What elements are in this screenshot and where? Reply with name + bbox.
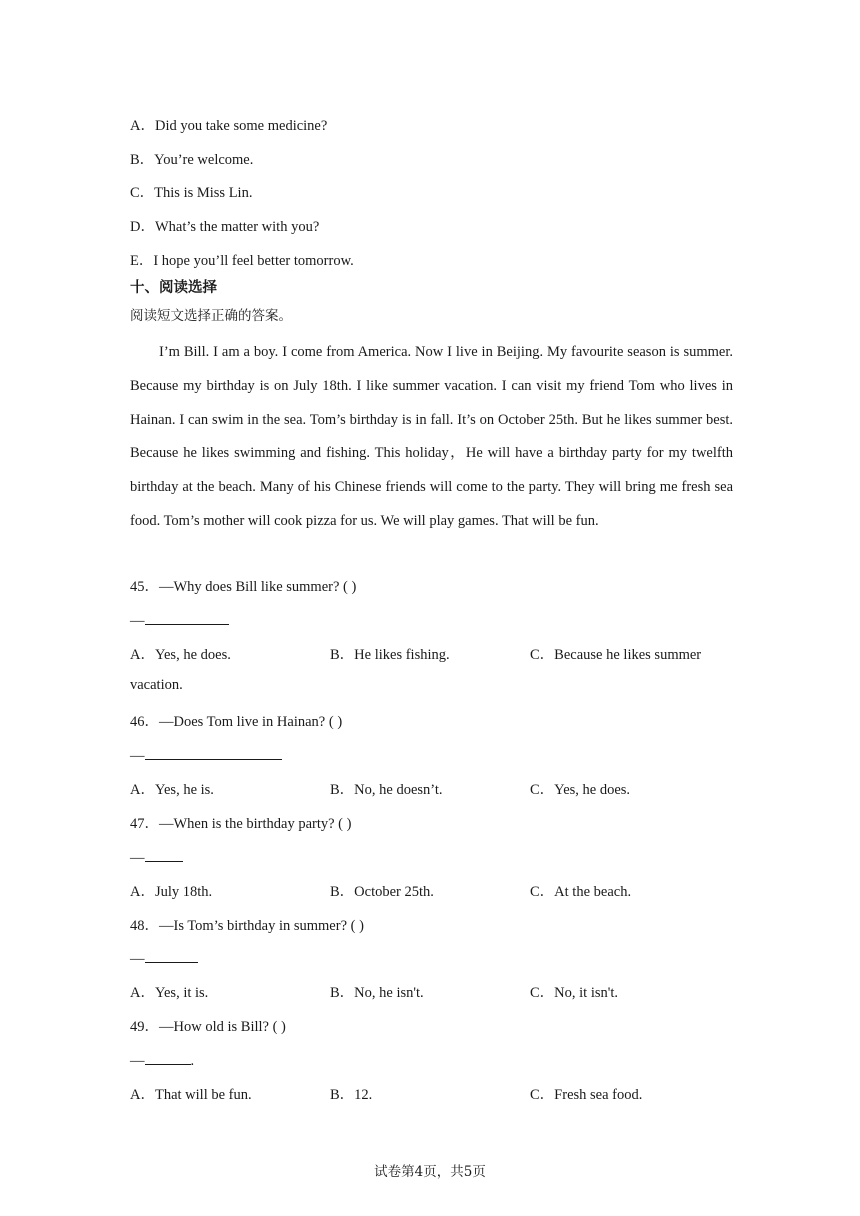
answer-dash: — xyxy=(130,613,145,629)
answer-dash: — xyxy=(130,1053,145,1069)
q45-option-c-wrap: vacation. xyxy=(130,677,183,693)
q46-option-a: A．Yes, he is. xyxy=(130,782,214,798)
dialogue-option-d: D．What’s the matter with you? xyxy=(130,219,320,235)
answer-blank-48 xyxy=(130,947,198,968)
q45-option-c: C．Because he likes summer xyxy=(530,647,702,663)
answer-underline xyxy=(145,846,183,862)
answer-blank-45 xyxy=(130,609,229,630)
q46-option-c: C．Yes, he does. xyxy=(530,782,631,798)
question-48: 48．—Is Tom’s birthday in summer? ( ) xyxy=(130,918,364,934)
section-title: 十、阅读选择 xyxy=(130,280,217,296)
answer-underline xyxy=(145,609,229,625)
q49-option-a: A．That will be fun. xyxy=(130,1087,252,1103)
dialogue-option-b: B．You’re welcome. xyxy=(130,152,254,168)
question-47: 47．—When is the birthday party? ( ) xyxy=(130,816,352,832)
q47-option-b: B．October 25th. xyxy=(330,884,434,900)
q48-option-c: C．No, it isn't. xyxy=(530,985,619,1001)
q45-option-a: A．Yes, he does. xyxy=(130,647,231,663)
q45-option-b: B．He likes fishing. xyxy=(330,647,450,663)
question-49: 49．—How old is Bill? ( ) xyxy=(130,1019,286,1035)
answer-underline xyxy=(145,1049,191,1065)
q47-option-c: C．At the beach. xyxy=(530,884,632,900)
q48-option-b: B．No, he isn't. xyxy=(330,985,424,1001)
answer-dash: — xyxy=(130,850,145,866)
dialogue-option-a: A．Did you take some medicine? xyxy=(130,118,328,134)
answer-blank-49 xyxy=(130,1049,194,1070)
question-45: 45．—Why does Bill like summer? ( ) xyxy=(130,579,357,595)
answer-blank-47 xyxy=(130,846,183,867)
answer-dash: — xyxy=(130,951,145,967)
answer-dash: — xyxy=(130,748,145,764)
page-footer: 试卷第4页，共5页 xyxy=(374,1164,486,1180)
answer-suffix: . xyxy=(190,1053,195,1069)
answer-underline xyxy=(145,947,198,963)
section-instruction: 阅读短文选择正确的答案。 xyxy=(130,308,292,324)
q49-option-b: B．12. xyxy=(330,1087,373,1103)
answer-underline xyxy=(145,744,282,760)
q47-option-a: A．July 18th. xyxy=(130,884,213,900)
dialogue-option-c: C．This is Miss Lin. xyxy=(130,185,253,201)
q46-option-b: B．No, he doesn’t. xyxy=(330,782,443,798)
question-46: 46．—Does Tom live in Hainan? ( ) xyxy=(130,714,343,730)
answer-blank-46 xyxy=(130,744,282,765)
reading-passage: I’m Bill. I am a boy. I come from America. Now I live in Beijing. My favourite season is summer. Because my birthday is on July 18th. I like summer vacation. I can visit my friend Tom who lives in Hainan. I can swim in the sea. Tom’s birthday is in fall. It’s on October 25th. But he likes summer best. Because he likes swimming and fishing. This holiday，He will have a birthday party for my twelfth birthday at the beach. Many of his Chinese friends will come to the party. They will bring me fresh sea food. Tom’s mother will cook pizza for us. We will play games. That will be fun. xyxy=(130,344,733,529)
dialogue-option-e: E．I hope you’ll feel better tomorrow. xyxy=(130,253,354,269)
q48-option-a: A．Yes, it is. xyxy=(130,985,209,1001)
q49-option-c: C．Fresh sea food. xyxy=(530,1087,643,1103)
